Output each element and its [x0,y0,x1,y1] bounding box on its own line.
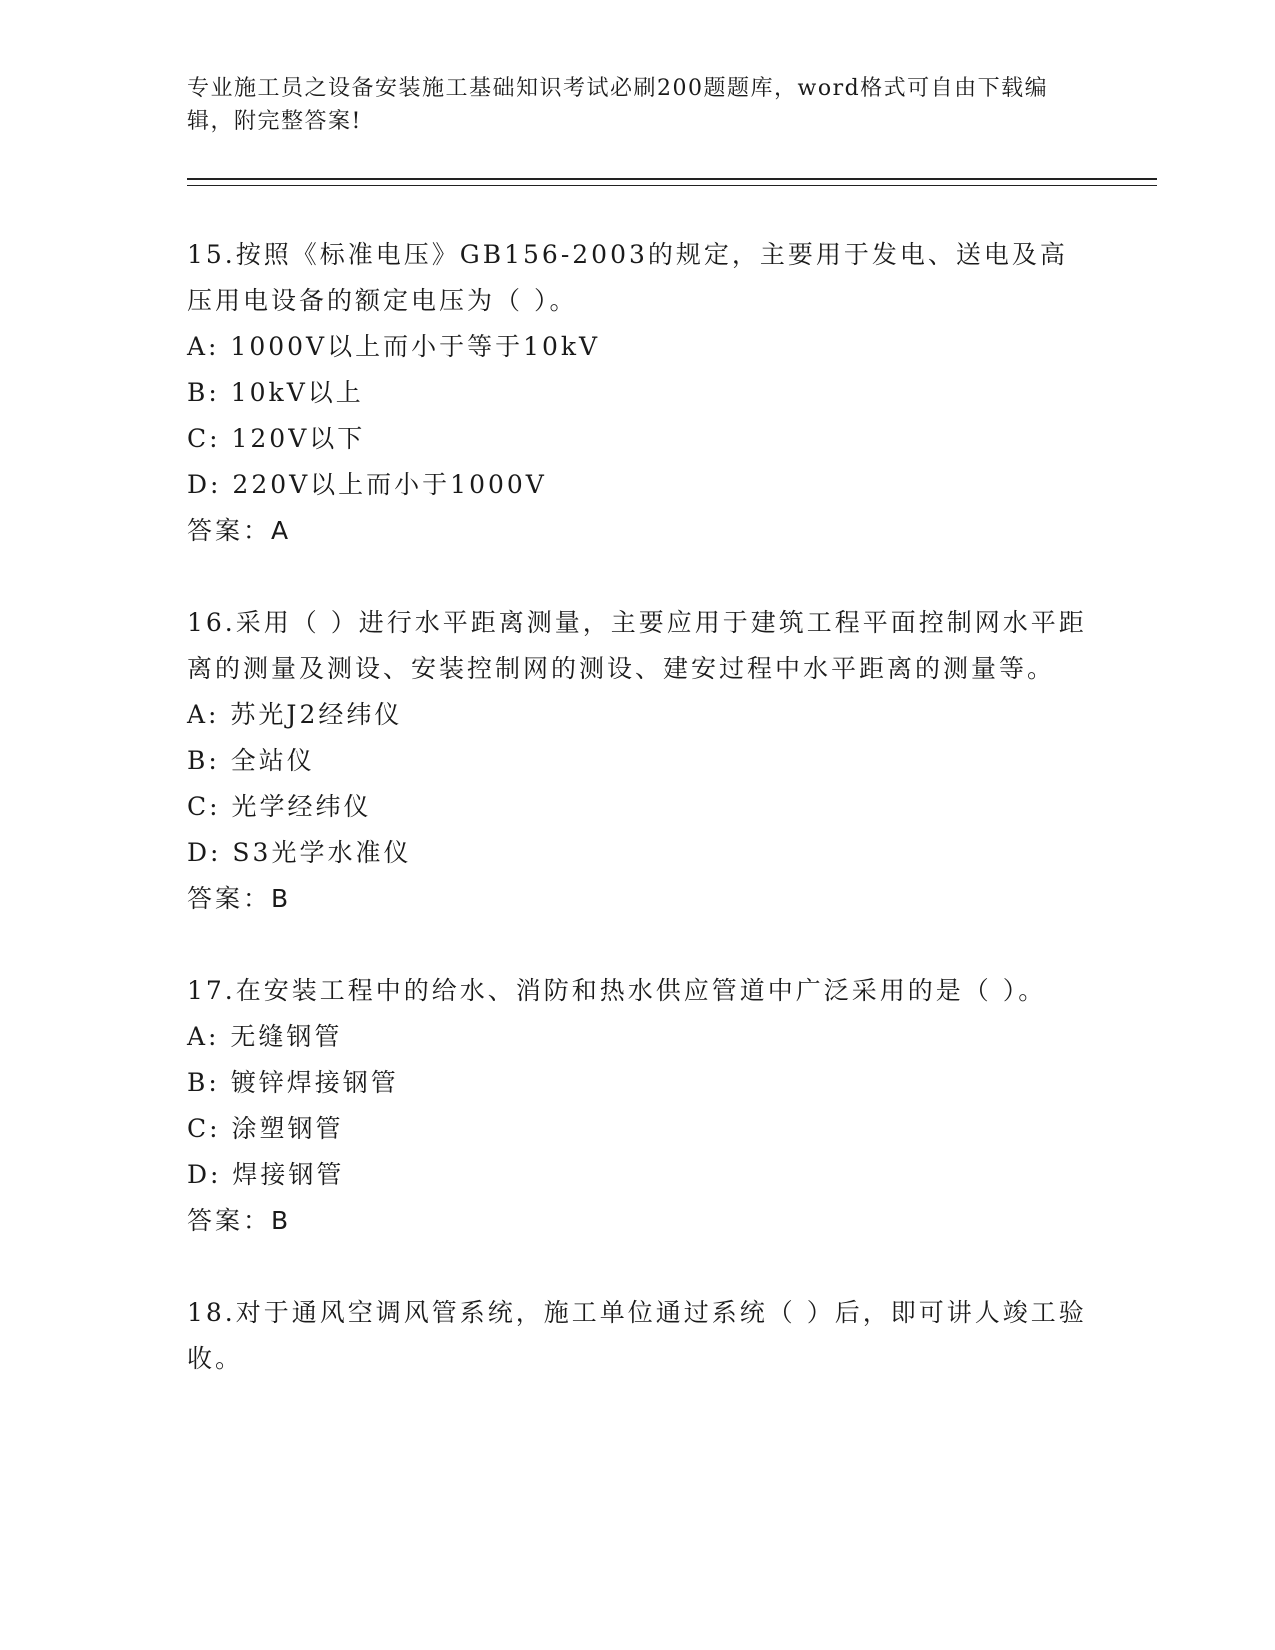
question-stem: 15.按照《标准电压》GB156-2003的规定，主要用于发电、送电及高压用电设备的额定电压为（ ）。 [187,240,1068,315]
option-a: A: 苏光J2经纬仪 [187,700,403,729]
option-d: D: 焊接钢管 [187,1160,345,1189]
option-c: C: 光学经纬仪 [187,792,372,821]
option-a: A: 无缝钢管 [187,1022,343,1051]
document-page [187,0,1157,1650]
option-a: A: 1000V以上而小于等于10kV [187,332,601,361]
question-18 [187,1290,1087,1382]
answer-line: 答案：B [187,1206,292,1235]
header-divider [187,178,1157,186]
option-b: B: 全站仪 [187,746,315,775]
option-d: D: 220V以上而小于1000V [187,470,547,499]
option-c: C: 涂塑钢管 [187,1114,344,1143]
question-list [187,232,1087,1428]
option-c: C: 120V以下 [187,424,366,453]
option-d: D: S3光学水准仪 [187,838,412,867]
question-stem: 18.对于通风空调风管系统，施工单位通过系统（ ）后，即可讲人竣工验收。 [187,1298,1087,1373]
question-17 [187,968,1087,1244]
question-15 [187,232,1087,554]
answer-line: 答案：B [187,884,292,913]
document-header: 专业施工员之设备安装施工基础知识考试必刷200题题库，word格式可自由下载编辑，附完整答案! [187,76,1049,134]
option-b: B: 10kV以上 [187,378,364,407]
question-16 [187,600,1087,922]
option-b: B: 镀锌焊接钢管 [187,1068,399,1097]
question-stem: 16.采用（ ）进行水平距离测量，主要应用于建筑工程平面控制网水平距离的测量及测设、安装控制网的测设、建安过程中水平距离的测量等。 [187,608,1087,683]
answer-line: 答案：A [187,516,292,545]
question-stem: 17.在安装工程中的给水、消防和热水供应管道中广泛采用的是（ ）。 [187,976,1047,1005]
